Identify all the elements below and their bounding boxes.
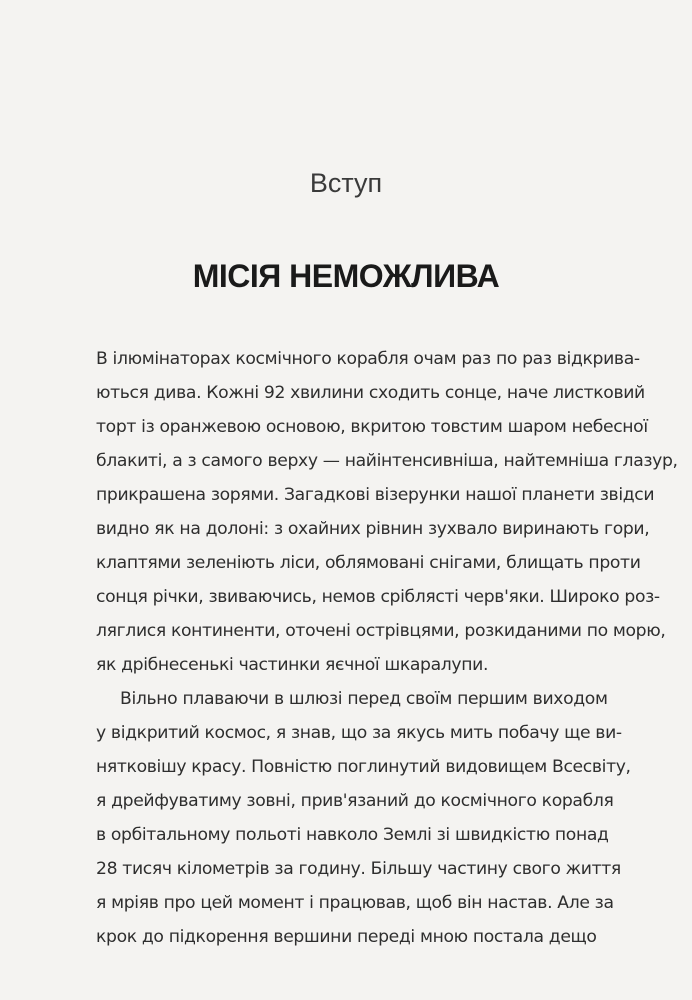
text-line: я мріяв про цей момент і працював, щоб він настав. Але за [96, 893, 614, 913]
text-line: у відкритий космос, я знав, що за якусь мить побачу ще ви- [96, 723, 622, 743]
body-text [96, 342, 678, 954]
text-line: торт із оранжевою основою, вкритою товстим шаром небесної [96, 417, 648, 437]
text-line: ляглися континенти, оточені острівцями, розкиданими по морю, [96, 621, 666, 641]
text-line: видно як на долоні: з охайних рівнин зухвало виринають гори, [96, 519, 650, 539]
text-line: прикрашена зорями. Загадкові візерунки нашої планети звідси [96, 485, 655, 505]
text-line: В ілюмінаторах космічного корабля очам раз по раз відкрива- [96, 349, 640, 369]
paragraph-1 [96, 342, 678, 682]
text-line: клаптями зеленіють ліси, облямовані снігами, блищать проти [96, 553, 641, 573]
text-line: блакиті, а з самого верху — найінтенсивніша, найтемніша глазур, [96, 451, 678, 471]
chapter-label: Вступ [309, 168, 383, 198]
text-line: як дрібнесенькі частинки яєчної шкаралупи. [96, 655, 489, 675]
chapter-title: МІСІЯ НЕМОЖЛИВА [192, 258, 500, 294]
text-line: 28 тисяч кілометрів за годину. Більшу частину свого життя [96, 859, 621, 879]
text-line: я дрейфуватиму зовні, прив'язаний до космічного корабля [96, 791, 614, 811]
text-line: сонця річки, звиваючись, немов сріблясті черв'яки. Широко роз- [96, 587, 660, 607]
text-line: в орбітальному польоті навколо Землі зі швидкістю понад [96, 825, 609, 845]
text-line: ються дива. Кожні 92 хвилини сходить сонце, наче листковий [96, 383, 645, 403]
text-line: крок до підкорення вершини переді мною постала дещо [96, 927, 597, 947]
text-line: Вільно плаваючи в шлюзі перед своїм першим виходом [120, 689, 608, 709]
text-line: нятковішу красу. Повністю поглинутий видовищем Всесвіту, [96, 757, 631, 777]
paragraph-2 [96, 682, 631, 954]
